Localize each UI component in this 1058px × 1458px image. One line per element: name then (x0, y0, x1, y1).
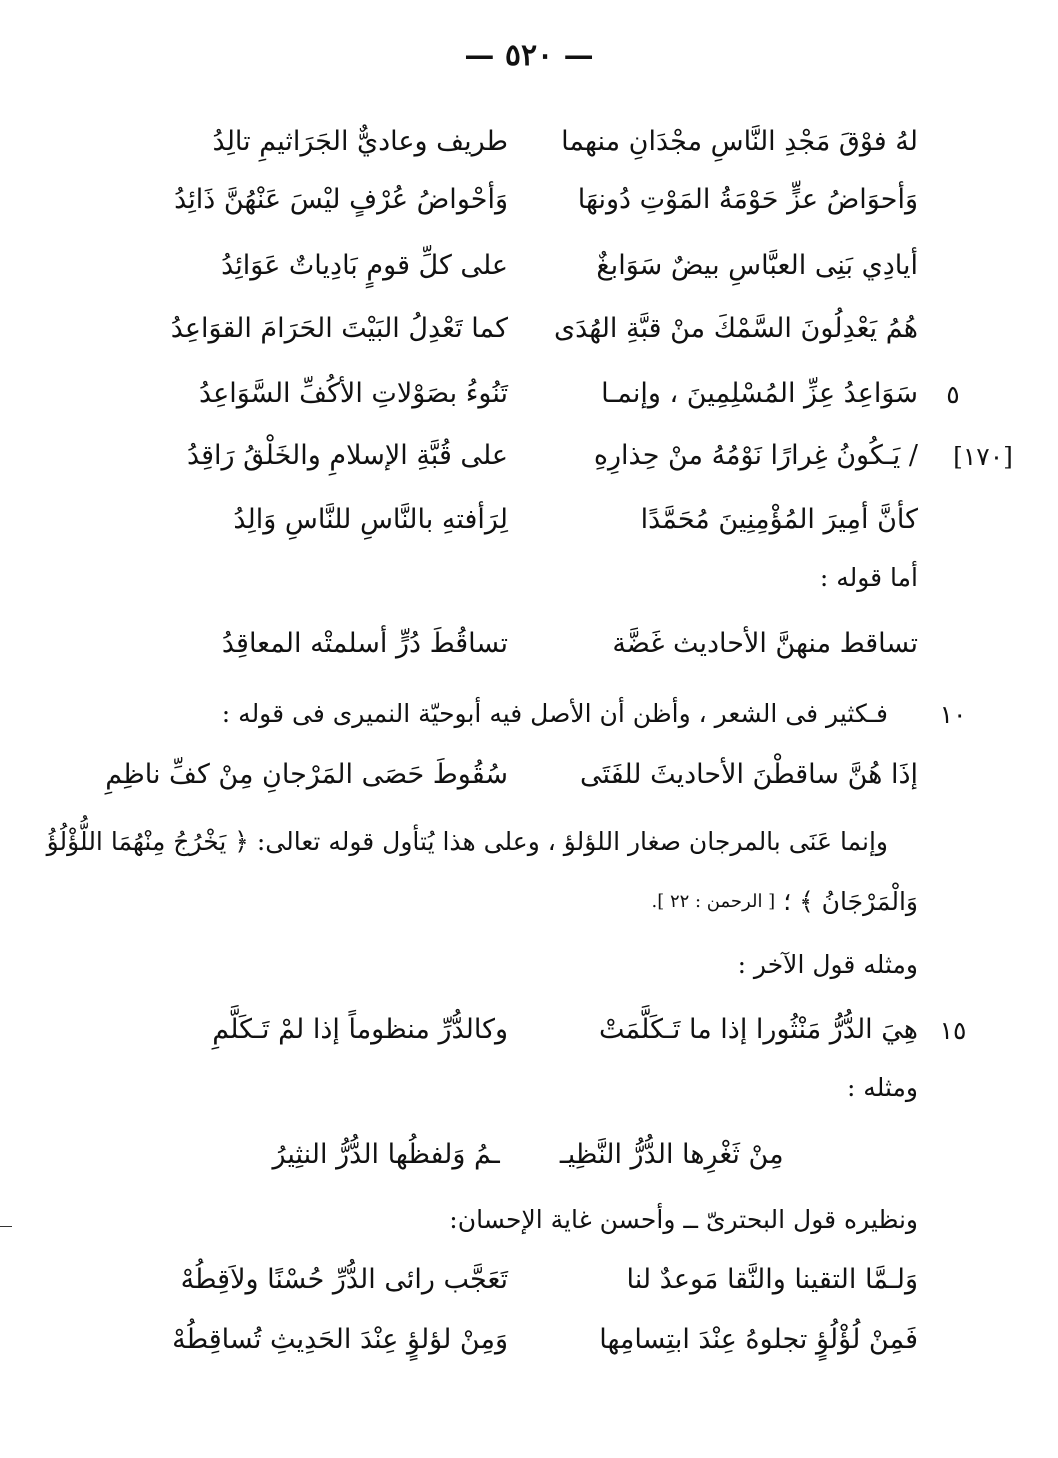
prose-line: أما قوله : (819, 563, 918, 592)
hemistich-second: على كلِّ قومٍ بَادِياتٌ عَوَائِدُ (221, 249, 508, 281)
hemistich-second: طريف وعاديٌّ الجَرَاثيمِ تالِدُ (212, 125, 508, 157)
line-number: ١٥ (939, 1015, 967, 1045)
verse-line (138, 1125, 918, 1185)
hemistich-first: مِنْ ثَغْرِها الدُّرُّ النَّظِيـ (559, 1138, 784, 1170)
hemistich-first: تساقط منهنَّ الأحاديث غَضَّة (612, 627, 918, 659)
verse-line (138, 236, 918, 296)
prose-line: ومثله قول الآخر : (737, 950, 918, 979)
hemistich-first: أيادِي بَنِى العبَّاسِ بيضٌ سَوَابغٌ (596, 249, 918, 281)
prose-line: وإنما عَنَى بالمرجان صغار اللؤلؤ ، وعلى هذا يُتأول قوله تعالى: ﴿ يَخْرُجُ مِنْهُمَا اللُّؤْلُؤُ (46, 827, 888, 856)
hemistich-first: هِيَ الدُّرُّ مَنْثُورا إذا ما تَـكَلَّمَتْ (599, 1013, 918, 1045)
hemistich-second: تساقُطَ دُرٍّ أسلمتْه المعاقِدُ (221, 627, 508, 659)
prose-line (138, 872, 918, 932)
prose-line: ومثله : (846, 1073, 918, 1102)
line-number: ١٠ (939, 699, 967, 729)
hemistich-second: تَعَجَّب رائى الدُّرِّ حُسْنًا ولاَقِطُهْ (180, 1263, 508, 1295)
hemistich-second: وكالدُّرِّ منظوماً إذا لمْ تَـكَلَّمِ (212, 1013, 508, 1045)
verse-line (138, 614, 918, 674)
hemistich-second: لِرَأفتهِ بالنَّاسِ للنَّاسِ وَالِدُ (233, 503, 508, 535)
verse-line (105, 745, 918, 805)
page-number: — ٥٢٠ — (464, 38, 594, 73)
hemistich-first: هُمُ يَعْدِلُونَ السَّمْكَ منْ قبَّةِ الهُدَى (553, 312, 918, 344)
hemistich-second: سُقُوطَ حَصَى المَرْجانِ مِنْ كفِّ ناظِمِ (105, 758, 508, 790)
margin-reference: [١٧٠] (953, 441, 1013, 471)
prose-line: فـكثير فى الشعر ، وأظن أن الأصل فيه أبوحيّة النميرى فى قوله : (221, 699, 888, 728)
line-number: ٥ (946, 379, 960, 409)
hemistich-second: ـمُ وَلفظُها الدُّرُّ النثِيرُ (272, 1138, 500, 1170)
hemistich-second: تَنُوءُ بصَوْلاتِ الأكُفِّ السَّوَاعِدُ (199, 377, 508, 409)
hemistich-first: لهُ فوْقَ مَجْدِ النَّاسِ مجْدَانِ منهما (561, 125, 918, 157)
hemistich-second: وَمِنْ لؤلؤٍ عِنْدَ الحَدِيثِ تُساقِطُهْ (172, 1323, 508, 1355)
hemistich-first: وَأحوَاضُ عزٍّ حَوْمَةُ المَوْتِ دُونهَا (577, 183, 918, 215)
hemistich-first: إذَا هُنَّ ساقطْنَ الأحاديثَ للفَتَى (580, 758, 918, 790)
hemistich-second: كما تَعْدِلُ البَيْتَ الحَرَامَ القوَاعِدُ (170, 312, 508, 344)
verse-line (138, 426, 918, 486)
margin-tick (0, 1226, 12, 1227)
verse-line (138, 299, 918, 359)
hemistich-second: على قُبَّةِ الإسلامِ والخَلْقُ رَاقِدُ (186, 439, 508, 471)
hemistich-first: فَمِنْ لُؤْلُؤٍ تجلوهُ عِنْدَ ابتِسامِها (599, 1323, 918, 1355)
quran-reference: [ الرحمن : ٢٢ ]. (651, 891, 776, 913)
verse-line (138, 1310, 918, 1370)
verse-line (138, 112, 918, 172)
prose-line: ونظيره قول البحترىّ ــ وأحسن غاية الإحسان: (449, 1205, 918, 1234)
prose-text: وَالْمَرْجَانُ ﴾ ؛ (783, 887, 918, 916)
verse-line (138, 1000, 918, 1060)
hemistich-first: سَوَاعِدُ عِزِّ المُسْلِمِينَ ، وإنمـا (601, 377, 918, 409)
verse-line (138, 490, 918, 550)
hemistich-second: وَأحْواضُ عُرْفٍ ليْسَ عَنْهُنَّ ذَائِدُ (174, 183, 508, 215)
hemistich-first: وَلـمَّا التقينا والنَّقا مَوعدٌ لنا (626, 1263, 918, 1295)
verse-line (138, 170, 918, 230)
verse-line (138, 1250, 918, 1310)
hemistich-first: / يَـكُونُ غِرارًا نَوْمُهُ منْ حِذارِهِ (593, 439, 918, 471)
hemistich-first: كأنَّ أمِيرَ المُؤْمِنِينَ مُحَمَّدًا (640, 503, 918, 535)
verse-line (138, 364, 918, 424)
